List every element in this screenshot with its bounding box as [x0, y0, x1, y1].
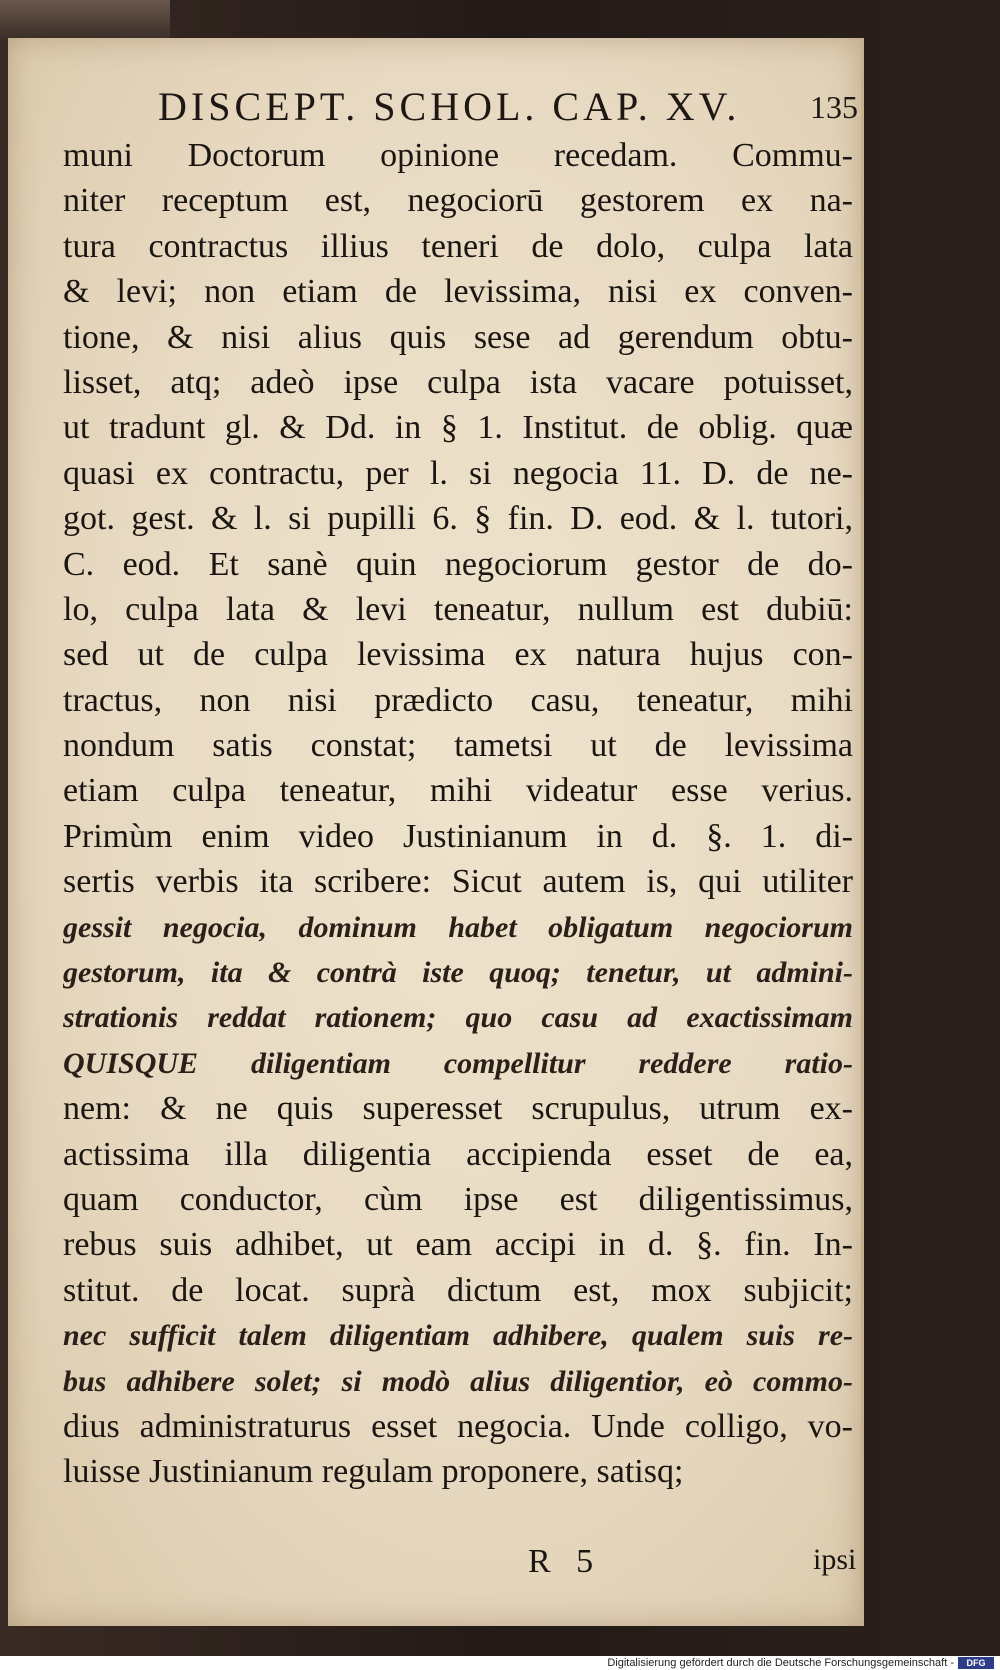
text-line: niter receptum est, negociorū gestorem ex na- — [63, 182, 853, 220]
text-line: gessit negocia, dominum habet obligatum negociorum — [63, 910, 853, 944]
text-line: nec sufficit talem diligentiam adhibere, qualem suis re- — [63, 1319, 853, 1353]
signature-mark: R 5 — [528, 1543, 594, 1580]
page-tab — [0, 0, 170, 40]
dfg-logo: DFG — [958, 1657, 994, 1669]
text-line: dius administraturus esset negocia. Unde colligo, vo- — [63, 1407, 853, 1445]
text-line: tione, & nisi alius quis sese ad gerendum obtu- — [63, 318, 853, 356]
text-line: C. eod. Et sanè quin negociorum gestor de do- — [63, 545, 853, 583]
text-line: & levi; non etiam de levissima, nisi ex conven- — [63, 273, 853, 311]
body-text — [63, 133, 853, 1495]
catchword: ipsi — [813, 1543, 857, 1576]
text-line: got. gest. & l. si pupilli 6. § fin. D. eod. & l. tutori, — [63, 500, 853, 538]
text-line: bus adhibere solet; si modò alius diligentior, eò commo- — [63, 1364, 853, 1398]
text-line: rebus suis adhibet, ut eam accipi in d. §. fin. In- — [63, 1226, 853, 1264]
text-line: tractus, non nisi prædicto casu, teneatur, mihi — [63, 681, 853, 719]
footer-bar — [0, 1656, 1000, 1670]
text-line: QUISQUE diligentiam compellitur reddere ratio- — [63, 1046, 853, 1080]
text-line: lo, culpa lata & levi teneatur, nullum est dubiū: — [63, 590, 853, 628]
page-number: 135 — [810, 89, 858, 125]
text-line: actissima illa diligentia accipienda esset de ea, — [63, 1135, 853, 1173]
text-line: etiam culpa teneatur, mihi videatur esse verius. — [63, 772, 853, 810]
text-line: ut tradunt gl. & Dd. in § 1. Institut. de oblig. quæ — [63, 409, 853, 447]
text-line: luisse Justinianum regulam proponere, satisq; — [63, 1453, 684, 1491]
text-line: gestorum, ita & contrà iste quoq; tenetur, ut admini- — [63, 956, 853, 990]
text-line: Primùm enim video Justinianum in d. §. 1. di- — [63, 817, 853, 855]
text-line: nem: & ne quis superesset scrupulus, utrum ex- — [63, 1090, 853, 1128]
text-line: lisset, atq; adeò ipse culpa ista vacare potuisset, — [63, 363, 853, 401]
text-line: quam conductor, cùm ipse est diligentissimus, — [63, 1180, 853, 1218]
text-line: sertis verbis ita scribere: Sicut autem is, qui utiliter — [63, 863, 853, 901]
book-page — [8, 38, 864, 1626]
text-line: sed ut de culpa levissima ex natura hujus con- — [63, 636, 853, 674]
text-line: stitut. de locat. suprà dictum est, mox subjicit; — [63, 1271, 853, 1309]
text-line: nondum satis constat; tametsi ut de levissima — [63, 727, 853, 765]
funding-credit: Digitalisierung gefördert durch die Deutsche Forschungsgemeinschaft - — [607, 1657, 954, 1669]
text-line: strationis reddat rationem; quo casu ad exactissimam — [63, 1001, 853, 1035]
text-line: tura contractus illius teneri de dolo, culpa lata — [63, 227, 853, 265]
text-line: quasi ex contractu, per l. si negocia 11. D. de ne- — [63, 454, 853, 492]
text-line: muni Doctorum opinione recedam. Commu- — [63, 137, 853, 174]
running-head: DISCEPT. SCHOL. CAP. XV. — [158, 84, 741, 129]
